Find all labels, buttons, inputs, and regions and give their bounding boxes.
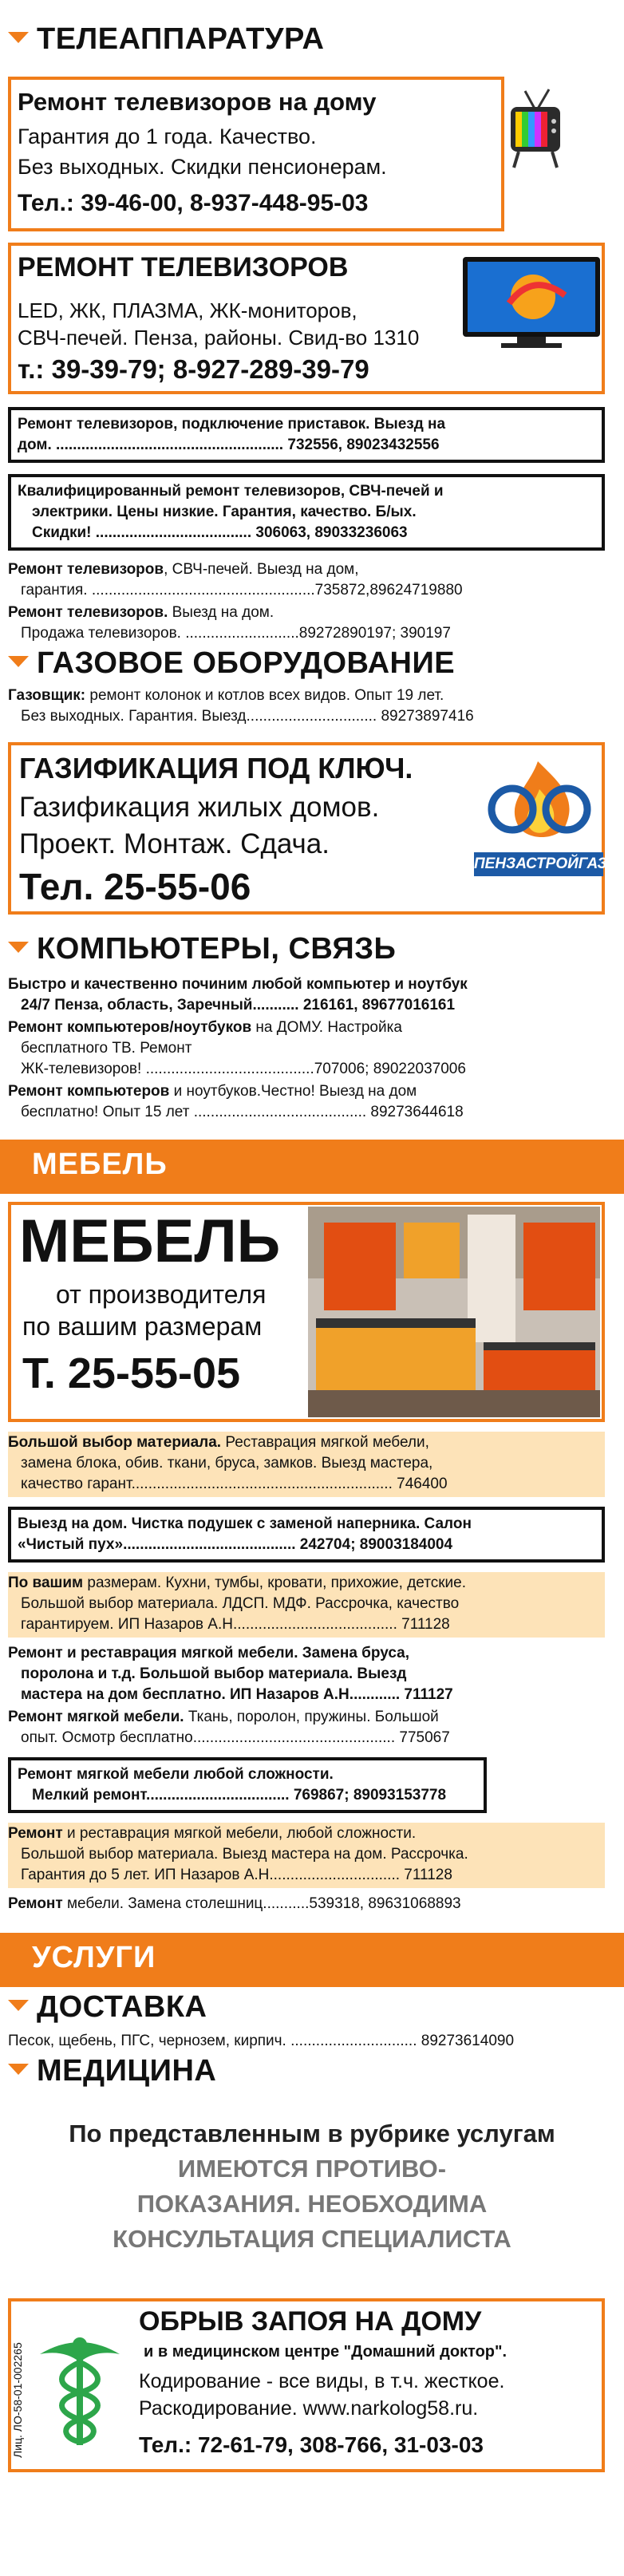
furn-hl1-contacts: качество гарант.............................................................. 746400 — [21, 1476, 448, 1492]
furn-hl2-line: По вашим размерам. Кухни, тумбы, кровати, прихожие, детские. — [8, 1574, 466, 1591]
pc-text-2-line: бесплатного ТВ. Ремонт — [21, 1040, 192, 1057]
furn-hl1-line: Большой выбор материала. Реставрация мягкой мебели, — [8, 1434, 429, 1451]
ad-line: Ремонт телевизоров, подключение приставок. Выезд на — [18, 416, 446, 433]
ad-line: Проект. Монтаж. Сдача. — [19, 828, 330, 859]
section-heading-delivery: ДОСТАВКА — [8, 1990, 207, 2025]
ad-phone: Т. 25-55-05 — [22, 1349, 241, 1397]
ad-line: Гарантия до 1 года. Качество. — [18, 124, 317, 148]
ad-line: по вашим размерам — [22, 1312, 263, 1341]
furn-hl1-line: замена блока, обив. ткани, бруса, замков. Выезд мастера, — [21, 1455, 433, 1472]
gas-text: Газовщик: ремонт колонок и котлов всех видов. Опыт 19 лет. — [8, 687, 444, 704]
ad-line: Квалифицированный ремонт телевизоров, СВЧ-печей и — [18, 483, 444, 500]
ad-line: Газификация жилых домов. — [19, 792, 380, 823]
ad-line: Раскодирование. www.narkolog58.ru. — [139, 2397, 479, 2420]
ad-line: Выезд на дом. Чистка подушек с заменой наперника. Салон — [18, 1515, 472, 1532]
caduceus-icon — [32, 2330, 128, 2448]
license-label: Лиц. ЛО-58-01-002265 — [11, 2342, 24, 2458]
ad-phones: т.: 39-39-79; 8-927-289-39-79 — [18, 354, 369, 384]
section-bar-furniture: МЕБЕЛЬ — [0, 1140, 624, 1194]
ad-line-contacts: Мелкий ремонт.................................. 769867; 89093153778 — [32, 1787, 447, 1804]
ad-title: ГАЗИФИКАЦИЯ ПОД КЛЮЧ. — [19, 752, 413, 784]
gas-text-contacts: Без выходных. Гарантия. Выезд............................... 89273897416 — [21, 708, 474, 725]
furn-text1-contacts: мастера на дом бесплатно. ИП Назаров А.Н............ 711127 — [21, 1686, 453, 1703]
ad-title: МЕБЕЛЬ — [19, 1207, 281, 1275]
tv-text-1: Ремонт телевизоров, СВЧ-печей. Выезд на дом, — [8, 561, 359, 578]
pc-text-3: Ремонт компьютеров и ноутбуков.Честно! Выезд на дом — [8, 1083, 417, 1100]
warning-line-2: ИМЕЮТСЯ ПРОТИВО- — [177, 2155, 447, 2183]
ad-line: Ремонт мягкой мебели любой сложности. — [18, 1766, 334, 1783]
ad-title: Ремонт телевизоров на дому — [18, 88, 377, 116]
ad-line: СВЧ-печей. Пенза, районы. Свид-во 1310 — [18, 326, 420, 350]
ad-phones: Тел.: 39-46-00, 8-937-448-95-03 — [18, 190, 369, 216]
furn-hl3-contacts: Гарантия до 5 лет. ИП Назаров А.Н............................... 711128 — [21, 1867, 452, 1883]
furn-hl2-contacts: гарантируем. ИП Назаров А.Н....................................... 711128 — [21, 1616, 450, 1633]
tv-repair-ad-1 — [8, 77, 504, 231]
warning-line-1: По представленным в рубрике услугам — [69, 2120, 555, 2147]
section-heading-gas: ГАЗОВОЕ ОБОРУДОВАНИЕ — [8, 646, 455, 681]
section-heading-pc: КОМПЬЮТЕРЫ, СВЯЗЬ — [8, 932, 396, 966]
tv-text-2-contacts: Продажа телевизоров. ...........................89272890197; 390197 — [21, 625, 451, 642]
triangle-icon — [8, 2000, 29, 2011]
ad-line: Кодирование - все виды, в т.ч. жесткое. — [139, 2370, 505, 2392]
ad-title: РЕМОНТ ТЕЛЕВИЗОРОВ — [18, 252, 349, 282]
triangle-icon — [8, 656, 29, 667]
section-heading-medicine: МЕДИЦИНА — [8, 2054, 216, 2088]
retro-tv-icon — [507, 88, 563, 176]
triangle-icon — [8, 2064, 29, 2075]
section-heading-tv: ТЕЛЕАППАРАТУРА — [8, 22, 324, 57]
ad-line-contacts: дом. ...................................................... 732556, 89023432556 — [18, 437, 440, 453]
brand-label: ПЕНЗАСТРОЙГАЗ — [474, 852, 603, 876]
tv-text-1-contacts: гарантия. .....................................................735872,89624719880 — [21, 582, 463, 599]
furn-text1-line: поролона и т.д. Большой выбор материала. Выезд — [21, 1665, 407, 1682]
furn-hl3-line: Ремонт и реставрация мягкой мебели, любой сложности. — [8, 1825, 417, 1842]
kitchen-photo — [308, 1207, 600, 1417]
delivery-text: Песок, щебень, ПГС, чернозем, кирпич. .............................. 89273614090 — [8, 2033, 515, 2049]
warning-line-3: ПОКАЗАНИЯ. НЕОБХОДИМА — [136, 2190, 488, 2218]
ad-line: электрики. Цены низкие. Гарантия, качество. Б/ых. — [32, 504, 417, 520]
medical-ad — [8, 2298, 605, 2472]
furniture-box-ad-2 — [8, 1757, 487, 1813]
flat-tv-icon — [461, 255, 602, 351]
ad-phones: Тел.: 72-61-79, 308-766, 31-03-03 — [139, 2432, 484, 2457]
ad-subtitle: и в медицинском центре "Домашний доктор". — [144, 2343, 507, 2361]
furn-text3: Ремонт мебели. Замена столешниц...........539318, 89631068893 — [8, 1895, 461, 1912]
pc-text-2: Ремонт компьютеров/ноутбуков на ДОМУ. Настройка — [8, 1019, 402, 1036]
furn-text2-line: Ремонт мягкой мебели. Ткань, поролон, пружины. Большой — [8, 1709, 439, 1725]
ad-line: LED, ЖК, ПЛАЗМА, ЖК-мониторов, — [18, 298, 357, 322]
triangle-icon — [8, 32, 29, 43]
furn-hl2-line: Большой выбор материала. ЛДСП. МДФ. Рассрочка, качество — [21, 1595, 460, 1612]
furn-hl3-line: Большой выбор материала. Выезд мастера на дом. Рассрочка. — [21, 1846, 468, 1863]
triangle-icon — [8, 942, 29, 953]
pc-text-1-contacts: 24/7 Пенза, область, Заречный........... 216161, 89677016161 — [21, 997, 456, 1013]
pc-text-3-contacts: бесплатно! Опыт 15 лет ......................................... 89273644618 — [21, 1104, 464, 1120]
tv-box-ad-1 — [8, 407, 605, 463]
tv-box-ad-2 — [8, 474, 605, 551]
ad-line: от производителя — [56, 1280, 267, 1309]
ad-phone: Тел. 25-55-06 — [19, 866, 251, 907]
section-bar-services: УСЛУГИ — [0, 1933, 624, 1987]
ad-line: Без выходных. Скидки пенсионерам. — [18, 155, 387, 179]
ad-line-contacts: Скидки! ..................................... 306063, 89033236063 — [32, 524, 408, 541]
pc-text-1: Быстро и качественно починим любой компьютер и ноутбук — [8, 976, 468, 993]
tv-text-2: Ремонт телевизоров. Выезд на дом. — [8, 604, 274, 621]
gas-flame-logo-icon — [482, 753, 597, 847]
furn-text2-contacts: опыт. Осмотр бесплатно................................................ 775067 — [21, 1729, 450, 1746]
furn-text1-line: Ремонт и реставрация мягкой мебели. Замена бруса, — [8, 1645, 409, 1661]
ad-title: ОБРЫВ ЗАПОЯ НА ДОМУ — [139, 2306, 482, 2337]
ad-line-contacts: «Чистый пух»......................................... 242704; 89003184004 — [18, 1536, 453, 1553]
pc-text-2-contacts: ЖК-телевизоров! ........................................707006; 89022037006 — [21, 1061, 466, 1077]
furniture-box-ad-1 — [8, 1507, 605, 1563]
warning-line-4: КОНСУЛЬТАЦИЯ СПЕЦИАЛИСТА — [113, 2225, 511, 2253]
